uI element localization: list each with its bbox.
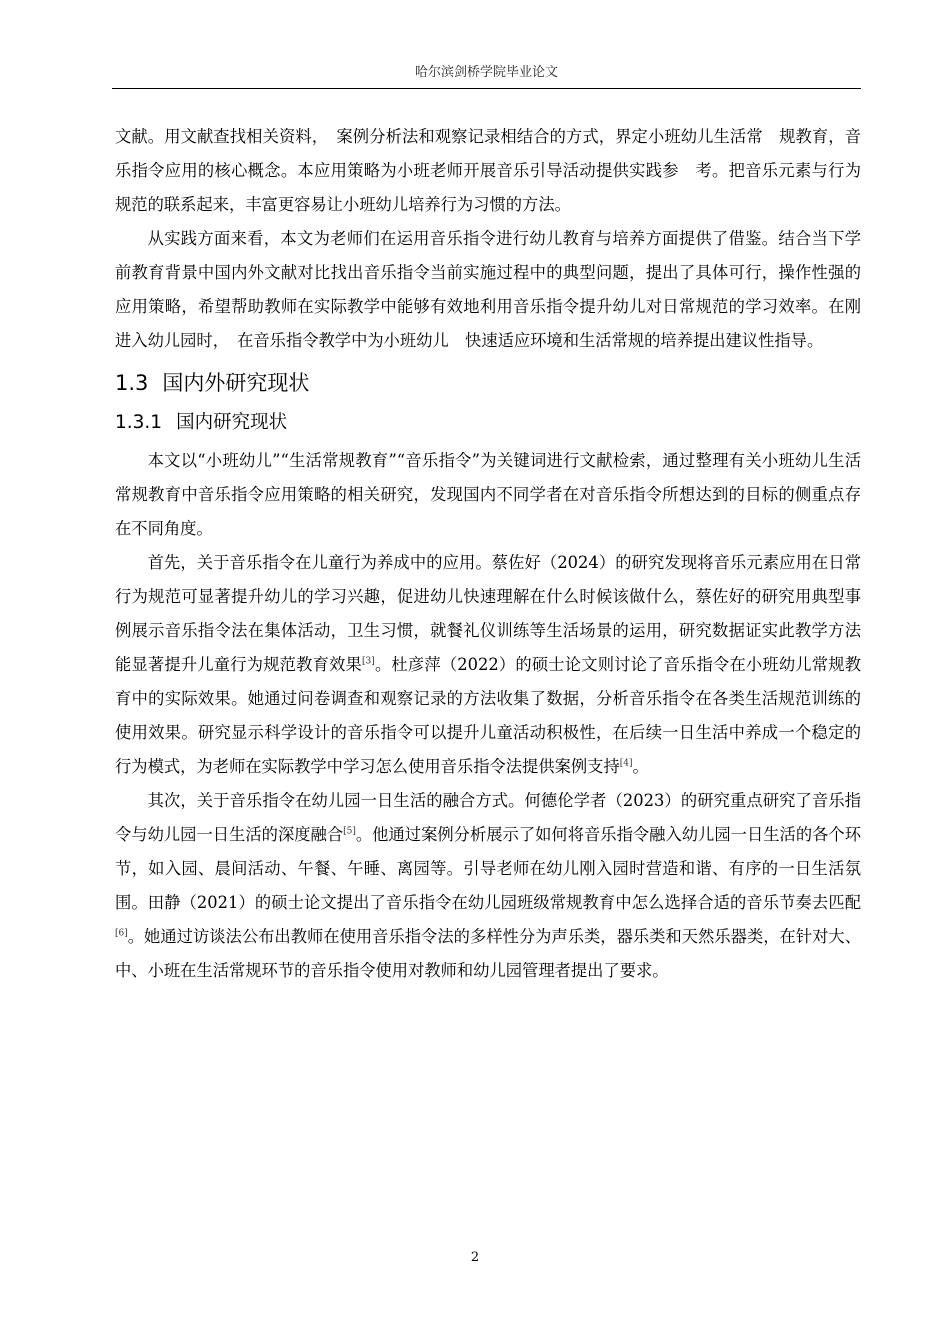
page-header <box>112 62 861 89</box>
citation-5: [5] <box>343 826 356 837</box>
paragraph-5-text-a: 其次，关于音乐指令在幼儿园一日生活的融合方式。何德伦学者（2023）的研究重点研究了音乐指令与幼儿园一日生活的深度融合 <box>115 791 861 844</box>
paragraph-5-text-c: 。她通过访谈法公布出教师在使用音乐指令法的多样性分为声乐类，器乐类和天然乐器类，在针对大、中、小班在生活常规环节的音乐指令使用对教师和幼儿园管理者提出了要求。 <box>115 927 861 980</box>
subsection-heading-1-3-1 <box>115 406 861 440</box>
main-content <box>115 120 861 988</box>
citation-6: [6] <box>115 928 128 939</box>
paragraph-3: 本文以“小班幼儿”“生活常规教育”“音乐指令”为关键词进行文献检索，通过整理有关小班幼儿生活常规教育中音乐指令应用策略的相关研究，发现国内不同学者在对音乐指令所想达到的目标的侧重点存在不同角度。 <box>115 451 861 538</box>
paragraph-2: 从实践方面来看，本文为老师们在运用音乐指令进行幼儿教育与培养方面提供了借鉴。结合当下学前教育背景中国内外文献对比找出音乐指令当前实施过程中的典型问题，提出了具体可行，操作性强的应用策略，希望帮助教师在实际教学中能够有效地利用音乐指令提升幼儿对日常规范的学习效率。在刚进入幼儿园时， 在音乐指令教学中为小班幼儿 快速适应环境和生活常规的培养提出建议性指导。 <box>115 229 861 350</box>
paragraph-4 <box>115 546 861 784</box>
section-number: 1.3 <box>115 371 149 395</box>
header-title: 哈尔滨剑桥学院毕业论文 <box>414 65 558 80</box>
section-heading-1-3 <box>115 366 861 400</box>
subsection-number: 1.3.1 <box>115 412 163 433</box>
paragraph-1: 文献。用文献查找相关资料， 案例分析法和观察记录相结合的方式，界定小班幼儿生活常 规教育，音乐指令应用的核心概念。本应用策略为小班老师开展音乐引导活动提供实践参 考。把音乐元素与行为规范的联系起来，丰富更容易让小班幼儿培养行为习惯的方法。 <box>115 127 861 214</box>
paragraph-5 <box>115 784 861 988</box>
paragraph-4-text-c: 。 <box>632 757 649 776</box>
section-title: 国内外研究现状 <box>162 371 310 395</box>
page-number: 2 <box>470 1250 480 1265</box>
paragraph-4-text-b: 。杜彦萍（2022）的硕士论文则讨论了音乐指令在小班幼儿常规教育中的实际效果。她通过问卷调查和观察记录的方法收集了数据，分析音乐指令在各类生活规范训练的使用效果。研究显示科学设计的音乐指令可以提升儿童活动积极性，在后续一日生活中养成一个稳定的行为模式，为老师在实际教学中学习怎么使用音乐指令法提供案例支持 <box>115 655 861 776</box>
paragraph-4-text-a: 首先，关于音乐指令在儿童行为养成中的应用。蔡佐好（2024）的研究发现将音乐元素应用在日常行为规范可显著提升幼儿的学习兴趣，促进幼儿快速理解在什么时候该做什么，蔡佐好的研究用典型事例展示音乐指令法在集体活动，卫生习惯，就餐礼仪训练等生活场景的运用，研究数据证实此教学方法能显著提升儿童行为规范教育效果 <box>115 553 861 674</box>
paragraph-5-text-b: 。他通过案例分析展示了如何将音乐指令融入幼儿园一日生活的各个环节，如入园、晨间活动、午餐、午睡、离园等。引导老师在幼儿刚入园时营造和谐、有序的一日生活氛围。田静（2021）的硕士论文提出了音乐指令在幼儿园班级常规教育中怎么选择合适的音乐节奏去匹配 <box>115 825 861 912</box>
citation-4: [4] <box>619 758 633 769</box>
subsection-title: 国内研究现状 <box>176 412 288 433</box>
citation-3: [3] <box>362 656 375 667</box>
